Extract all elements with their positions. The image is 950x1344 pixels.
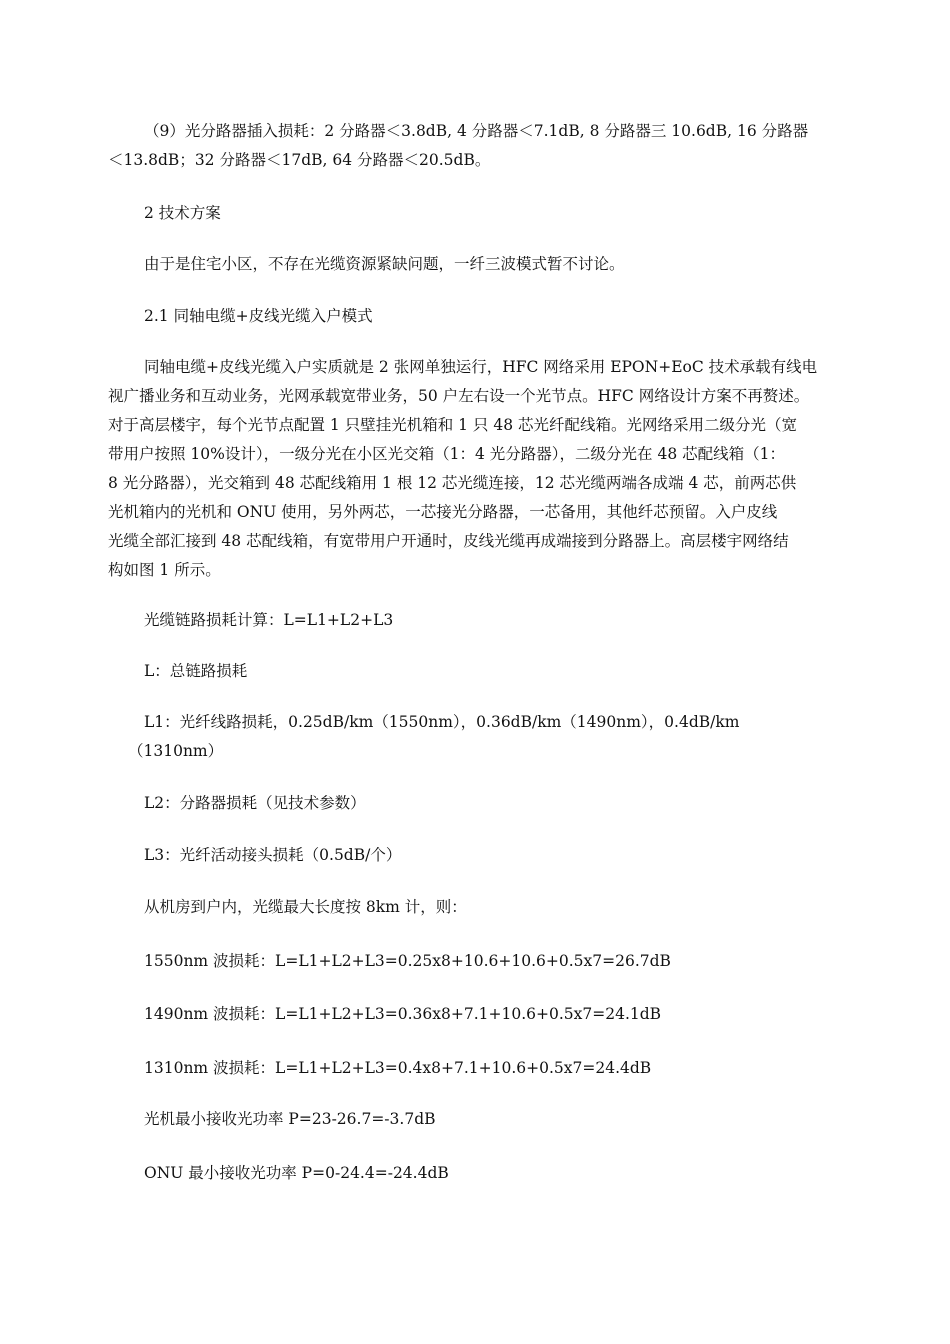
onu-receiver-power: ONU 最小接收光功率 P=0-24.4=-24.4dB bbox=[144, 1164, 449, 1182]
text-line: 视广播业务和互动业务，光网承载宽带业务，50 户左右设一个光节点。HFC 网络设计方案不再赘述。 bbox=[108, 387, 810, 405]
section-heading-2-1: 2.1 同轴电缆+皮线光缆入户模式 bbox=[144, 307, 373, 325]
definition-L2: L2：分路器损耗（见技术参数） bbox=[144, 794, 366, 812]
section-heading-2: 2 技术方案 bbox=[144, 204, 221, 222]
text-line: 对于高层楼宇，每个光节点配置 1 只壁挂光机箱和 1 只 48 芯光纤配线箱。光网络采用二级分光（宽 bbox=[108, 416, 798, 434]
text-line: L1：光纤线路损耗，0.25dB/km（1550nm），0.36dB/km（1490nm），0.4dB/km bbox=[144, 713, 740, 731]
text-line: （1310nm） bbox=[128, 742, 224, 760]
text-line: （9）光分路器插入损耗：2 分路器＜3.8dB, 4 分路器＜7.1dB, 8 分路器三 10.6dB, 16 分路器 bbox=[144, 122, 809, 140]
text-line: 8 光分路器），光交箱到 48 芯配线箱用 1 根 12 芯光缆连接，12 芯光缆两端各成端 4 芯，前两芯供 bbox=[108, 474, 797, 492]
text-line: 光缆全部汇接到 48 芯配线箱，有宽带用户开通时，皮线光缆再成端接到分路器上。高层楼宇网络结 bbox=[108, 532, 789, 550]
paragraph-splitter-loss bbox=[108, 117, 808, 175]
loss-1490nm: 1490nm 波损耗：L=L1+L2+L3=0.36x8+7.1+10.6+0.5x7=24.1dB bbox=[144, 1005, 662, 1023]
formula-title: 光缆链路损耗计算：L=L1+L2+L3 bbox=[144, 611, 394, 629]
loss-1310nm: 1310nm 波损耗：L=L1+L2+L3=0.4x8+7.1+10.6+0.5x7=24.4dB bbox=[144, 1059, 652, 1077]
loss-1550nm: 1550nm 波损耗：L=L1+L2+L3=0.25x8+10.6+10.6+0.5x7=26.7dB bbox=[144, 952, 671, 970]
definition-L: L：总链路损耗 bbox=[144, 662, 248, 680]
text-line: 同轴电缆+皮线光缆入户实质就是 2 张网单独运行，HFC 网络采用 EPON+EoC 技术承载有线电 bbox=[144, 358, 818, 376]
text-line: 带用户按照 10%设计），一级分光在小区光交箱（1：4 光分路器），二级分光在 48 芯配线箱（1： bbox=[108, 445, 785, 463]
paragraph-cable-length: 从机房到户内，光缆最大长度按 8km 计，则： bbox=[144, 898, 467, 916]
paragraph-intro: 由于是住宅小区，不存在光缆资源紧缺问题，一纤三波模式暂不讨论。 bbox=[144, 255, 625, 273]
text-line: ＜13.8dB；32 分路器＜17dB, 64 分路器＜20.5dB。 bbox=[108, 151, 491, 169]
definition-L3: L3：光纤活动接头损耗（0.5dB/个） bbox=[144, 846, 402, 864]
text-line: 构如图 1 所示。 bbox=[108, 561, 221, 579]
optical-receiver-power: 光机最小接收光功率 P=23-26.7=-3.7dB bbox=[144, 1110, 436, 1128]
paragraph-network-design bbox=[108, 353, 817, 585]
definition-L1 bbox=[128, 708, 739, 766]
text-line: 光机箱内的光机和 ONU 使用，另外两芯，一芯接光分路器，一芯备用，其他纤芯预留。入户皮线 bbox=[108, 503, 778, 521]
